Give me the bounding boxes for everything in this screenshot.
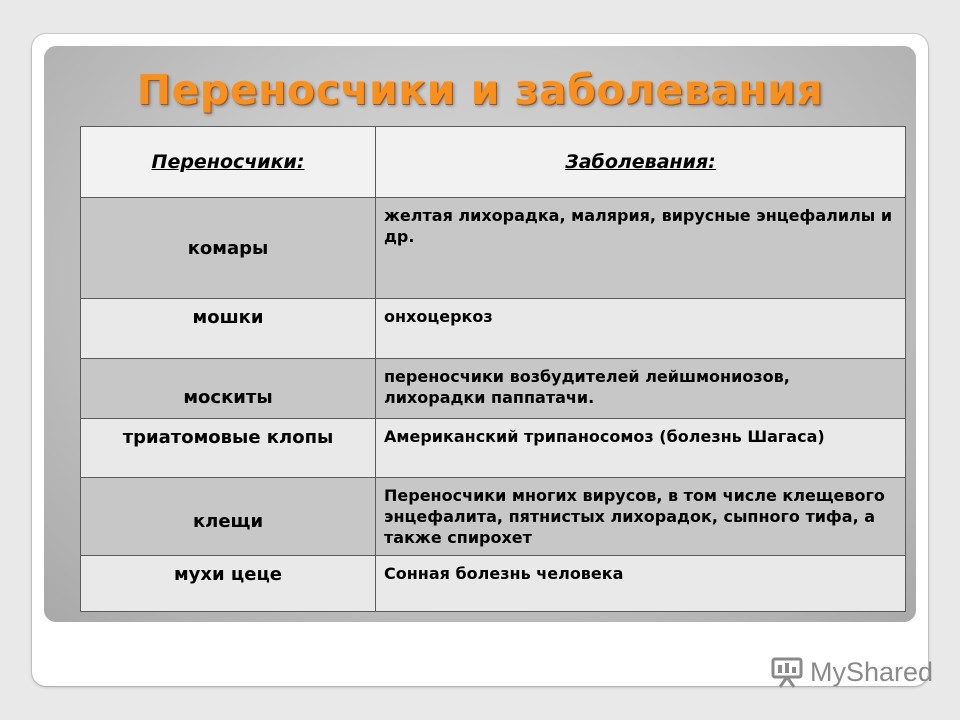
logo-text: MyShared bbox=[810, 656, 934, 687]
table-row bbox=[81, 478, 906, 556]
vector-cell: москиты bbox=[81, 359, 376, 419]
vectors-diseases-table bbox=[80, 126, 906, 612]
vector-cell: мошки bbox=[81, 299, 376, 359]
table-row bbox=[81, 359, 906, 419]
vector-cell: мухи цеце bbox=[81, 556, 376, 612]
disease-cell: онхоцеркоз bbox=[376, 299, 906, 359]
vector-cell: клещи bbox=[81, 478, 376, 556]
presentation-board-icon bbox=[770, 656, 804, 688]
table-row bbox=[81, 198, 906, 299]
vector-cell: комары bbox=[81, 198, 376, 299]
table-row bbox=[81, 556, 906, 612]
disease-cell: Сонная болезнь человека bbox=[376, 556, 906, 612]
myshared-logo bbox=[770, 654, 933, 690]
table-row bbox=[81, 419, 906, 478]
table-row bbox=[81, 299, 906, 359]
disease-cell: Американский трипаносомоз (болезнь Шагаса) bbox=[376, 419, 906, 478]
table-header-row bbox=[81, 127, 906, 198]
vector-cell: триатомовые клопы bbox=[81, 419, 376, 478]
header-diseases: Заболевания: bbox=[376, 127, 906, 198]
slide-title: Переносчики и заболевания bbox=[136, 66, 824, 114]
header-vectors: Переносчики: bbox=[81, 127, 376, 198]
disease-cell: переносчики возбудителей лейшмониозов, лихорадки паппатачи. bbox=[376, 359, 906, 419]
disease-cell: Переносчики многих вирусов, в том числе клещевого энцефалита, пятнистых лихорадок, сыпного тифа, а также спирохет bbox=[376, 478, 906, 556]
disease-cell: желтая лихорадка, малярия, вирусные энцефалилы и др. bbox=[376, 198, 906, 299]
